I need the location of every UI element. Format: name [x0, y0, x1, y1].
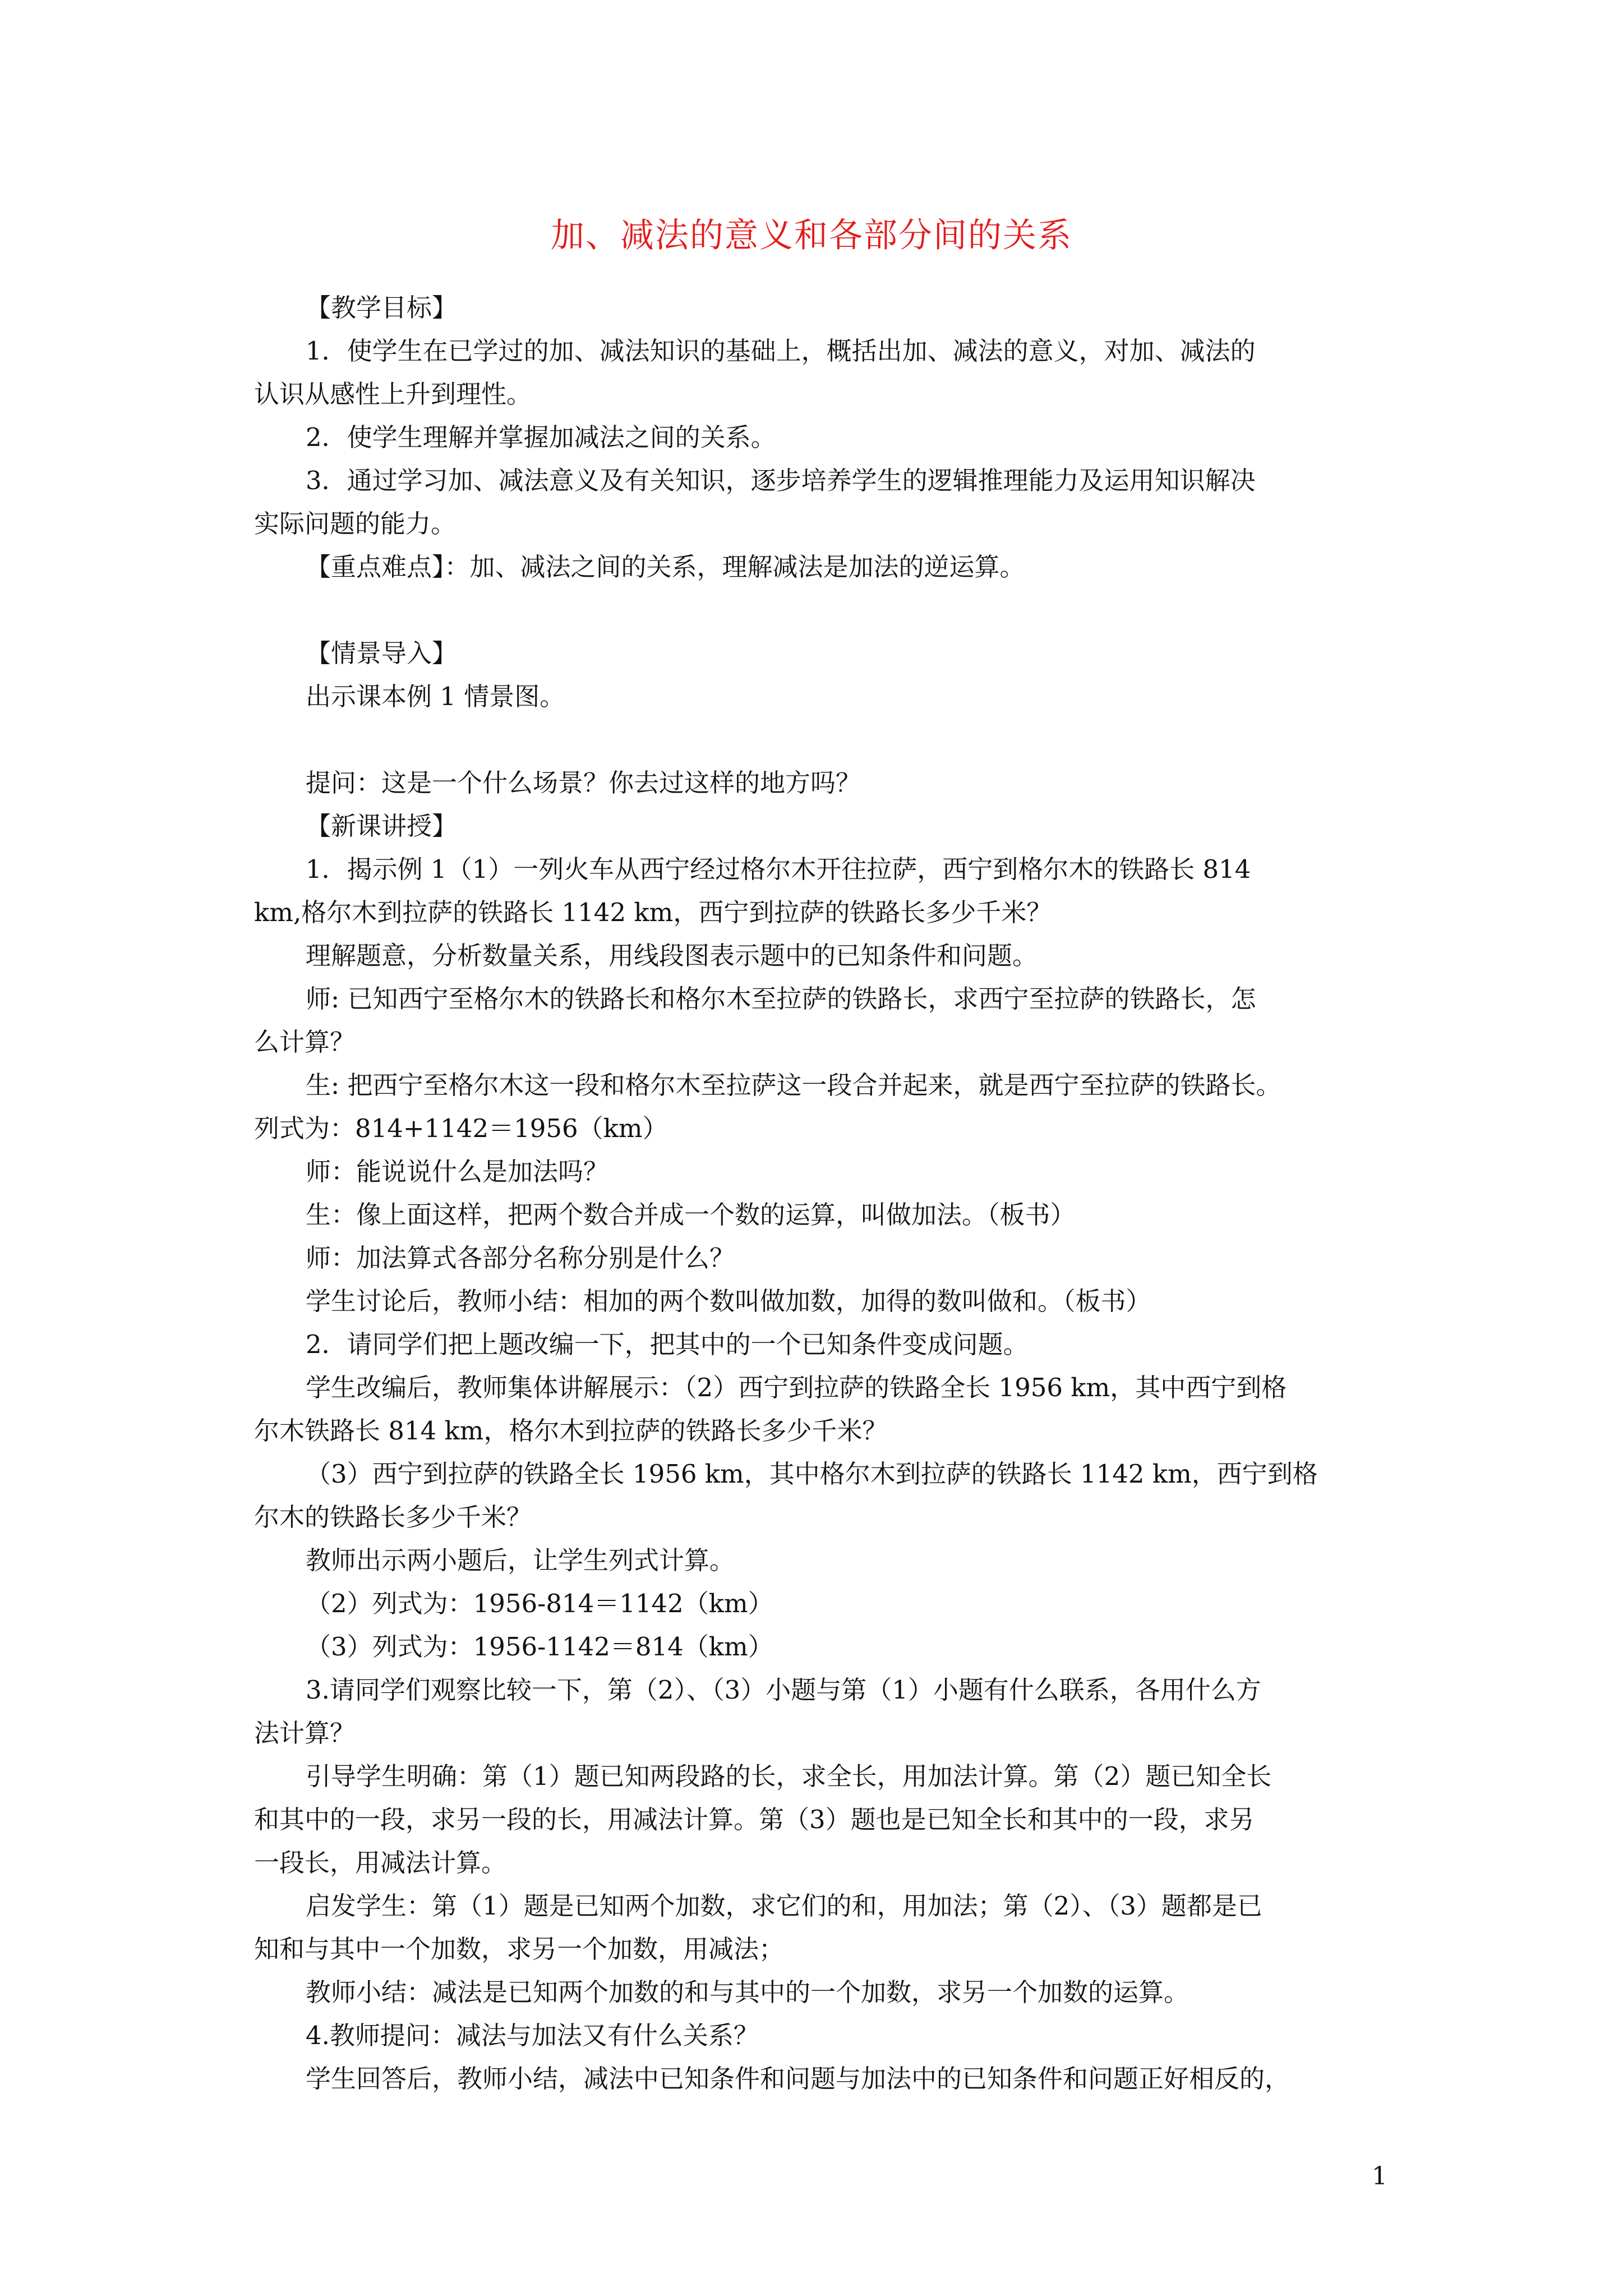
text-line: 尔木铁路长 814 km，格尔木到拉萨的铁路长多少千米？: [254, 1416, 888, 1446]
text-line: 2．使学生理解并掌握加减法之间的关系。: [306, 422, 776, 452]
text-line: （2）列式为：1956-814＝1142（km）: [306, 1589, 773, 1618]
text-line: 师：加法算式各部分名称分别是什么？: [306, 1243, 735, 1273]
text-line: 1．揭示例 1（1）一列火车从西宁经过格尔木开往拉萨，西宁到格尔木的铁路长 814: [306, 854, 1251, 884]
text-line: 【新课讲授】: [306, 811, 458, 841]
document-body: [254, 286, 1398, 2100]
text-line: 生：像上面这样，把两个数合并成一个数的运算，叫做加法。（板书）: [306, 1200, 1076, 1230]
text-line: 1．使学生在已学过的加、减法知识的基础上，概括出加、减法的意义，对加、减法的: [306, 336, 1256, 366]
text-line: 提问：这是一个什么场景？你去过这样的地方吗？: [306, 768, 861, 798]
text-line: 和其中的一段，求另一段的长，用减法计算。第（3）题也是已知全长和其中的一段，求另: [254, 1805, 1255, 1834]
text-line: 学生讨论后，教师小结：相加的两个数叫做加数，加得的数叫做和。（板书）: [306, 1286, 1151, 1316]
blank-line: [306, 588, 1398, 632]
blank-line: [306, 718, 1398, 761]
text-line: （3）列式为：1956-1142＝814（km）: [306, 1632, 773, 1662]
text-line: 实际问题的能力。: [254, 509, 457, 539]
text-line: 师：能说说什么是加法吗？: [306, 1157, 609, 1186]
text-line: 出示课本例 1 情景图。: [306, 682, 565, 711]
text-line: 引导学生明确：第（1）题已知两段路的长，求全长，用加法计算。第（2）题已知全长: [306, 1761, 1272, 1791]
text-line: 教师小结：减法是已知两个加数的和与其中的一个加数，求另一个加数的运算。: [306, 1977, 1189, 2007]
text-line: 一段长，用减法计算。: [254, 1848, 507, 1878]
text-line: 2．请同学们把上题改编一下，把其中的一个已知条件变成问题。: [306, 1329, 1029, 1359]
text-line: 启发学生：第（1）题是已知两个加数，求它们的和，用加法；第（2）、（3）题都是已: [306, 1891, 1262, 1921]
text-line: 3.请同学们观察比较一下，第（2）、（3）小题与第（1）小题有什么联系，各用什么方: [306, 1675, 1261, 1705]
text-line: （3）西宁到拉萨的铁路全长 1956 km，其中格尔木到拉萨的铁路长 1142 km，西宁到格: [306, 1459, 1318, 1489]
text-line: 师: 已知西宁至格尔木的铁路长和格尔木至拉萨的铁路长，求西宁至拉萨的铁路长，怎: [306, 984, 1256, 1014]
text-line: 么计算？: [254, 1027, 356, 1057]
text-line: 【重点难点】：加、减法之间的关系，理解减法是加法的逆运算。: [306, 552, 1025, 582]
text-line: 学生回答后，教师小结，减法中已知条件和问题与加法中的已知条件和问题正好相反的，: [306, 2064, 1290, 2093]
text-line: 教师出示两小题后，让学生列式计算。: [306, 1545, 735, 1575]
text-line: 学生改编后，教师集体讲解展示：（2）西宁到拉萨的铁路全长 1956 km，其中西宁到格: [306, 1373, 1287, 1402]
text-line: 4.教师提问：减法与加法又有什么关系？: [306, 2021, 759, 2050]
text-line: 列式为：814+1142＝1956（km）: [254, 1114, 668, 1143]
text-line: 3．通过学习加、减法意义及有关知识，逐步培养学生的逻辑推理能力及运用知识解决: [306, 466, 1256, 495]
page-number: 1: [1372, 2162, 1387, 2191]
text-line: 认识从感性上升到理性。: [254, 379, 532, 409]
document-title: 加、减法的意义和各部分间的关系: [551, 216, 1072, 255]
text-line: 理解题意，分析数量关系，用线段图表示题中的已知条件和问题。: [306, 941, 1038, 970]
text-line: km,格尔木到拉萨的铁路长 1142 km，西宁到拉萨的铁路长多少千米？: [254, 898, 1052, 927]
text-line: 【教学目标】: [306, 293, 458, 323]
text-line: 知和与其中一个加数，求另一个加数，用减法；: [254, 1934, 785, 1964]
text-line: 【情景导入】: [306, 638, 458, 668]
text-line: 法计算？: [254, 1718, 356, 1748]
text-line: 尔木的铁路长多少千米？: [254, 1502, 532, 1532]
text-line: 生: 把西宁至格尔木这一段和格尔木至拉萨这一段合并起来，就是西宁至拉萨的铁路长。: [306, 1070, 1281, 1100]
